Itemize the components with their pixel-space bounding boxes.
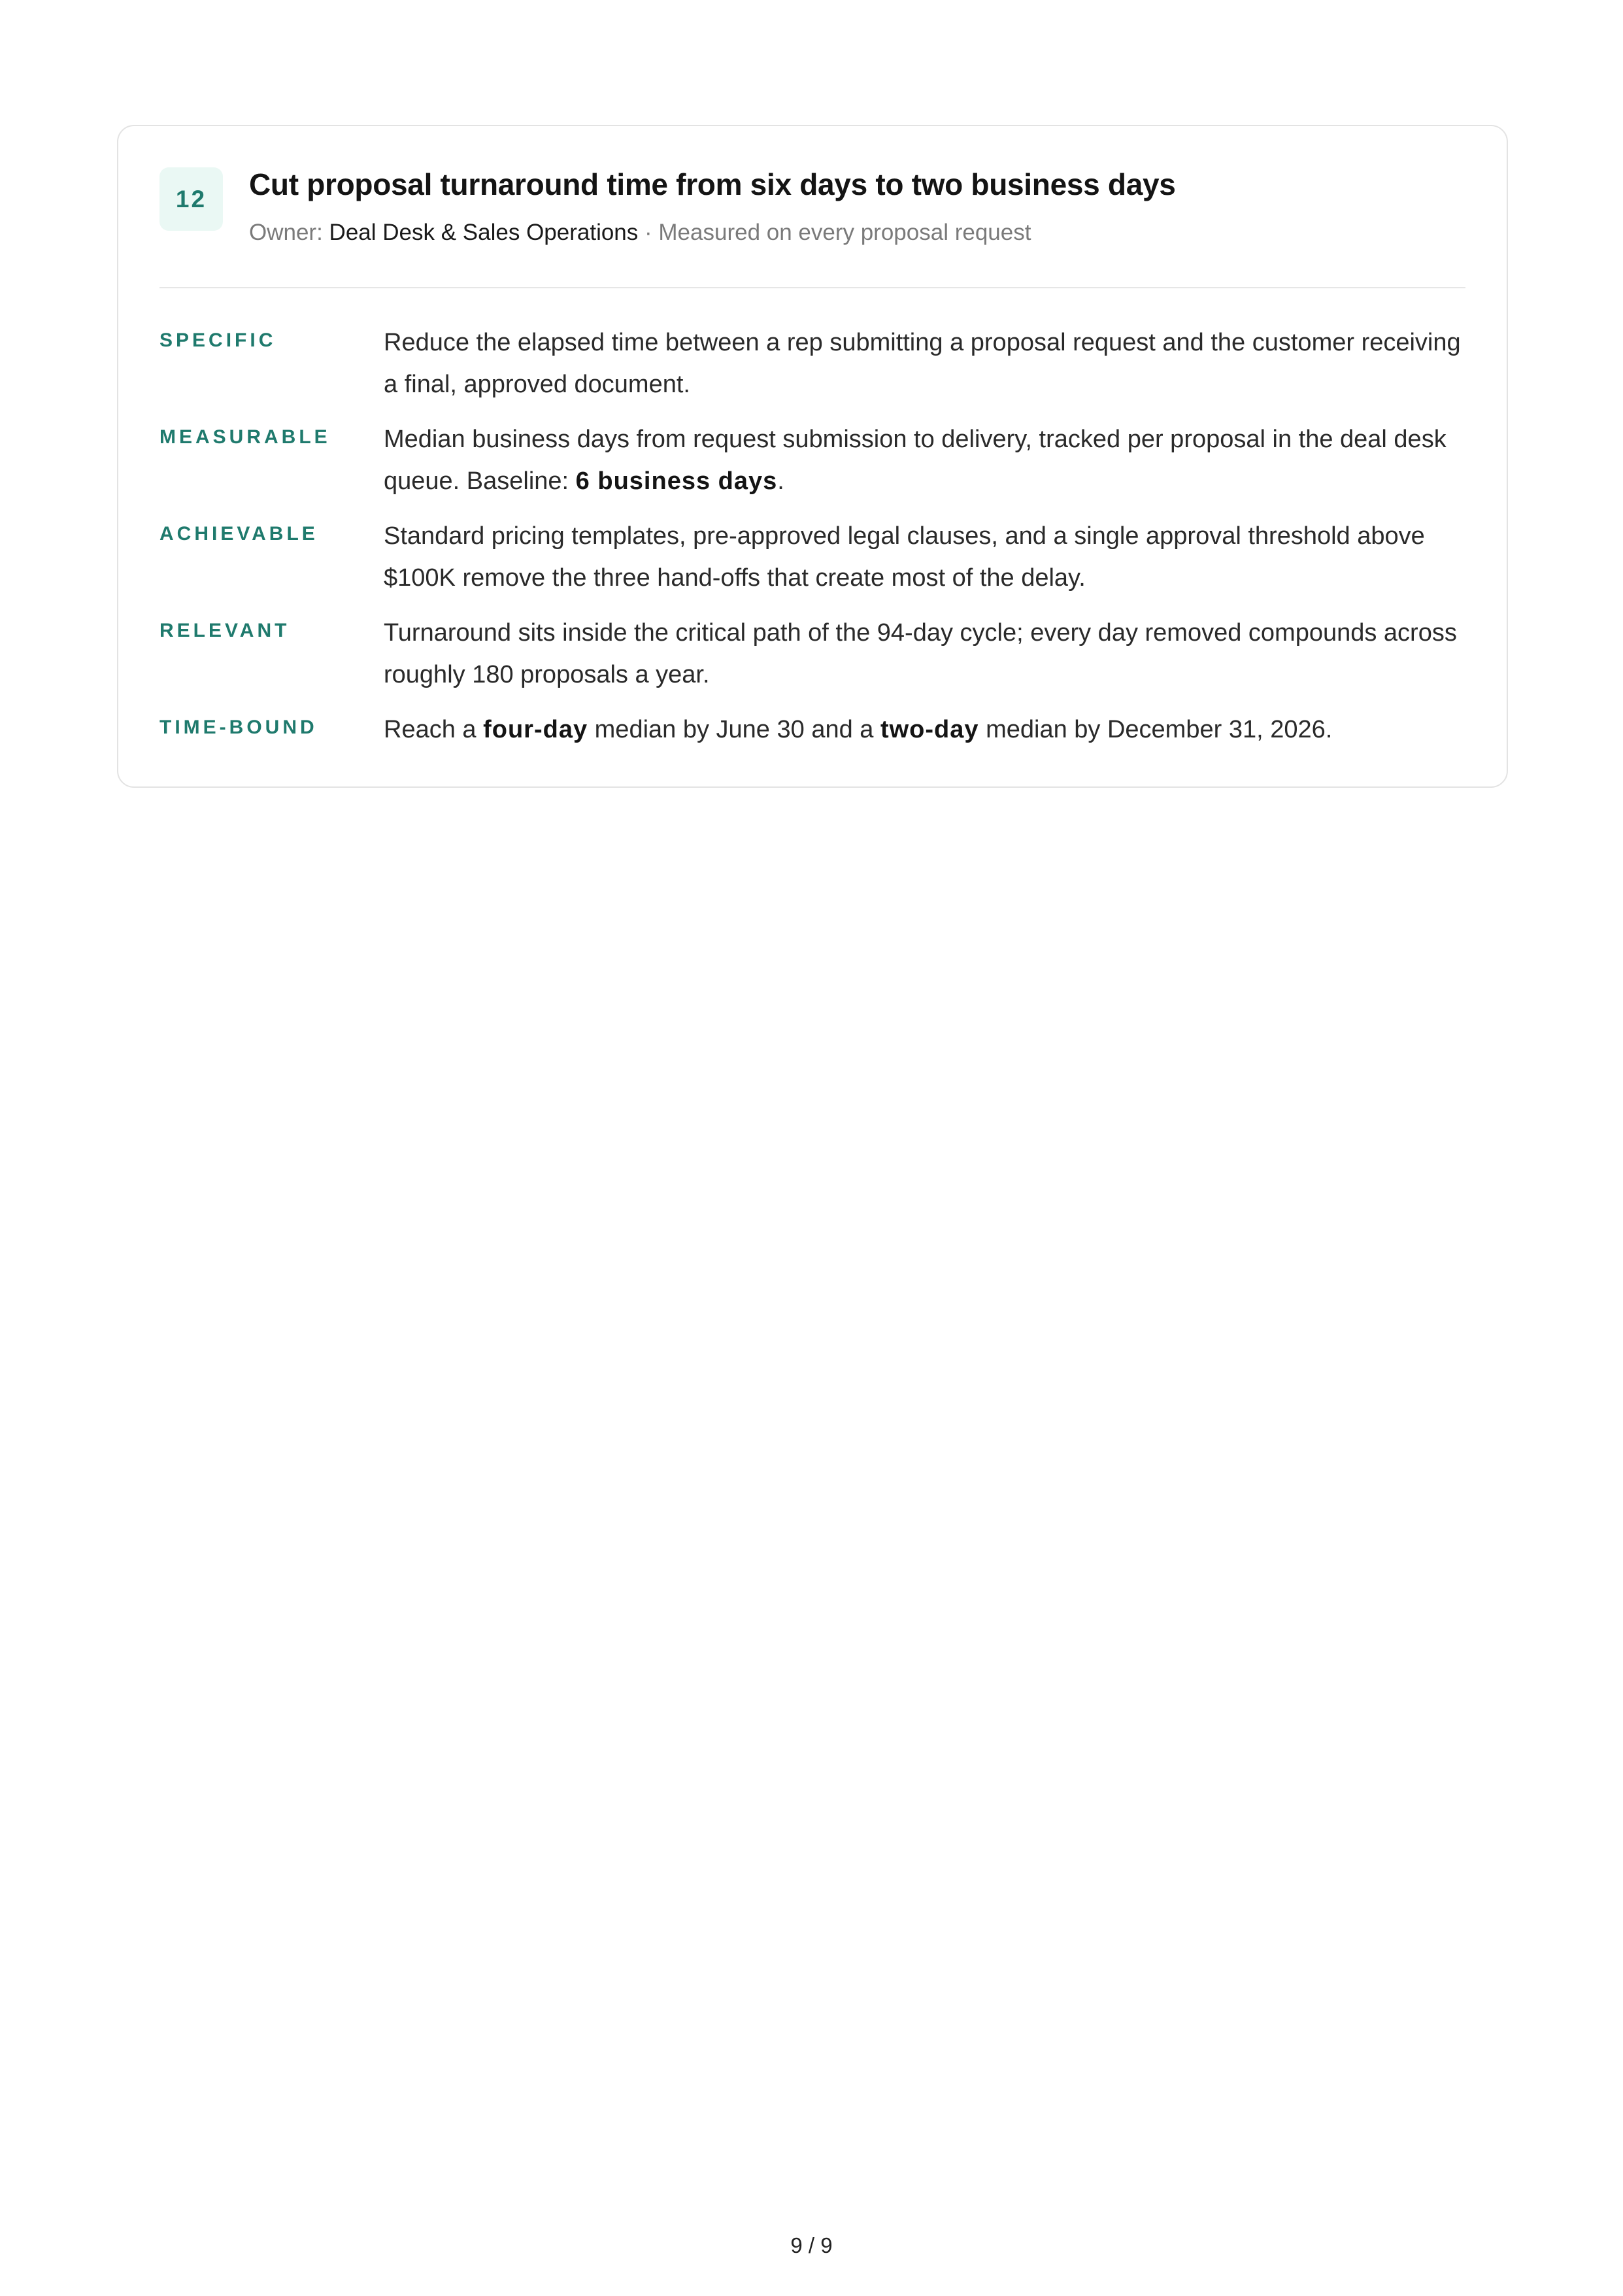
criterion-text: Standard pricing templates, pre-approved legal clauses, and a single approval threshold above $100K remove the three hand-offs that create most of the delay. [384,522,1425,592]
criterion-text [384,709,1475,751]
criterion-label: MEASURABLE [159,426,331,448]
text-segment: . [777,467,784,495]
owner-label: Owner: [249,220,323,245]
goal-meta [249,220,1031,246]
criterion-label: ACHIEVABLE [159,523,318,545]
criterion-text: Turnaround sits inside the critical path of the 94-day cycle; every day removed compounds across roughly 180 proposals a year. [384,619,1457,688]
two-day-emphasis: two-day [880,716,979,743]
goal-number-badge: 12 [159,167,223,231]
criterion-text: Reduce the elapsed time between a rep submitting a proposal request and the customer receiving a final, approved document. [384,329,1461,398]
measured-note: · Measured on every proposal request [644,220,1031,245]
goal-title: Cut proposal turnaround time from six days to two business days [249,167,1176,201]
text-segment: median by June 30 and a [588,716,880,743]
criterion-label: TIME-BOUND [159,717,318,738]
four-day-emphasis: four-day [483,716,588,743]
text-segment: Median business days from request submission to delivery, tracked per proposal in the deal desk queue. Baseline: [384,426,1447,495]
criterion-text [384,418,1475,502]
text-segment: Reach a [384,716,484,743]
owner-name: Deal Desk & Sales Operations [329,220,639,245]
criterion-label: SPECIFIC [159,329,276,351]
criterion-label: RELEVANT [159,620,290,641]
baseline-emphasis: 6 business days [575,467,778,495]
page-number: 9 / 9 [790,2233,833,2257]
header-divider [159,287,1465,288]
text-segment: median by December 31, 2026. [979,716,1333,743]
goal-card [117,125,1508,788]
